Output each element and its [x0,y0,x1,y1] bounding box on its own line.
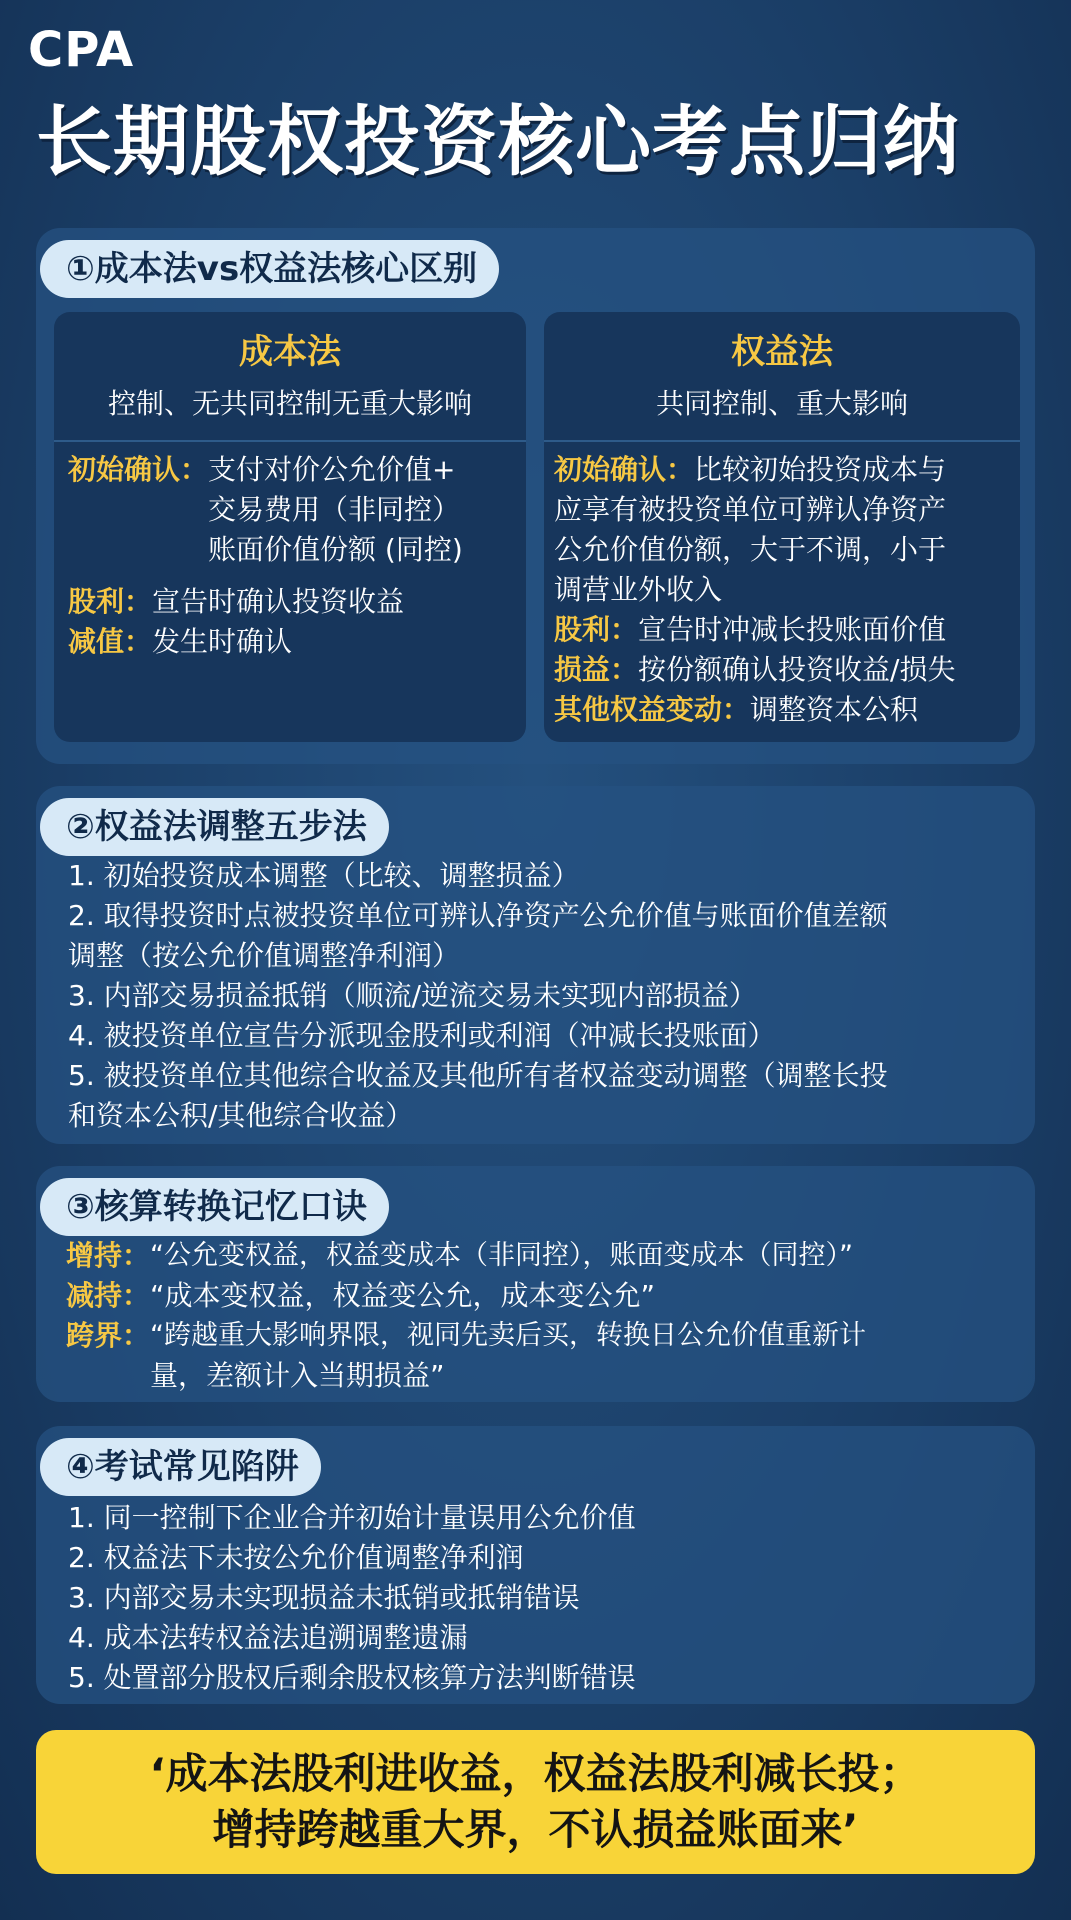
section-conversion-mnemonic [36,1166,1035,1402]
initial-recognition-key: 初始确认： [68,453,209,486]
mnemonic-slogan [36,1730,1035,1874]
mnemonic-list [66,1236,1029,1396]
other-equity-value: 调整资本公积 [750,693,919,726]
slogan-line: 增持跨越重大界，不认损益账面来’ [212,1805,859,1854]
increase-row [66,1236,1029,1276]
equity-method-body [554,450,1016,730]
other-equity-row [554,690,1016,730]
initial-recognition-row [68,450,518,570]
section-title: ③核算转换记忆口诀 [40,1178,389,1236]
decrease-key: 减持： [66,1279,151,1312]
list-item: 调整（按公允价值调整净利润） [68,939,461,972]
traps-list [68,1498,1021,1698]
decrease-row [66,1276,1029,1316]
initial-recognition-value: 比较初始投资成本与 [694,453,947,486]
list-item: 5. 处置部分股权后剩余股权核算方法判断错误 [68,1661,636,1694]
list-item: 1. 同一控制下企业合并初始计量误用公允价值 [68,1501,636,1534]
decrease-value: “成本变权益，权益变公允，成本变公允” [150,1279,656,1312]
initial-recognition-value [208,450,518,570]
initial-line: 交易费用（非同控） [208,493,461,526]
equity-method-heading: 权益法 [731,332,833,372]
section-title: ②权益法调整五步法 [40,798,389,856]
cross-value [150,1316,1029,1396]
other-equity-key: 其他权益变动： [554,693,751,726]
dividend-value: 宣告时确认投资收益 [152,585,405,618]
initial-line: 应享有被投资单位可辨认净资产 [554,493,947,526]
cost-method-desc: 控制、无共同控制无重大影响 [107,387,472,420]
dividend-row [68,582,518,622]
initial-line: 支付对价公允价值+ [208,453,456,486]
page-title: 长期股权投资核心考点归纳 [36,97,960,186]
cross-key: 跨界： [66,1319,151,1352]
initial-line: 公允价值份额，大于不调，小于 [554,533,947,566]
initial-line: 调营业外收入 [554,573,723,606]
cross-line: 量，差额计入当期损益” [150,1359,445,1392]
cost-method-panel [54,312,526,742]
impairment-row [68,622,518,662]
dividend-key: 股利： [554,613,639,646]
increase-key: 增持： [66,1239,151,1272]
dividend-key: 股利： [68,585,153,618]
dividend-row [554,610,1016,650]
section-equity-five-steps [36,786,1035,1144]
brand-label: CPA [28,22,135,78]
list-item: 5. 被投资单位其他综合收益及其他所有者权益变动调整（调整长投 [68,1059,888,1092]
initial-recognition-key: 初始确认： [554,453,695,486]
profit-loss-key: 损益： [554,653,639,686]
initial-line: 账面价值份额 (同控) [208,533,463,566]
cross-line: “跨越重大影响界限，视同先卖后买，转换日公允价值重新计 [150,1320,867,1351]
section-title: ①成本法vs权益法核心区别 [40,240,499,298]
steps-list [68,856,1021,1136]
equity-method-desc: 共同控制、重大影响 [655,387,908,420]
divider [544,440,1020,442]
list-item: 3. 内部交易未实现损益未抵销或抵销错误 [68,1581,580,1614]
increase-value: “公允变权益，权益变成本（非同控），账面变成本（同控）” [150,1240,853,1271]
slogan-line: ‘成本法股利进收益，权益法股利减长投； [149,1749,922,1798]
list-item: 3. 内部交易损益抵销（顺流/逆流交易未实现内部损益） [68,979,758,1012]
impairment-key: 减值： [68,625,153,658]
profit-loss-row [554,650,1016,690]
list-item: 2. 取得投资时点被投资单位可辨认净资产公允价值与账面价值差额 [68,899,888,932]
list-item: 4. 成本法转权益法追溯调整遗漏 [68,1621,468,1654]
dividend-value: 宣告时冲减长投账面价值 [638,613,947,646]
section-title: ④考试常见陷阱 [40,1438,321,1496]
cross-row [66,1316,1029,1396]
divider [54,440,526,442]
list-item: 4. 被投资单位宣告分派现金股利或利润（冲减长投账面） [68,1019,776,1052]
list-item: 1. 初始投资成本调整（比较、调整损益） [68,859,580,892]
equity-method-panel [544,312,1020,742]
cost-method-heading: 成本法 [239,332,341,372]
profit-loss-value: 按份额确认投资收益/损失 [638,653,956,686]
impairment-value: 发生时确认 [152,625,293,658]
cost-method-body [68,450,518,662]
section-exam-traps [36,1426,1035,1704]
list-item: 和资本公积/其他综合收益） [68,1099,414,1132]
list-item: 2. 权益法下未按公允价值调整净利润 [68,1541,524,1574]
section-cost-vs-equity [36,228,1035,764]
initial-recognition-row [554,450,1016,490]
